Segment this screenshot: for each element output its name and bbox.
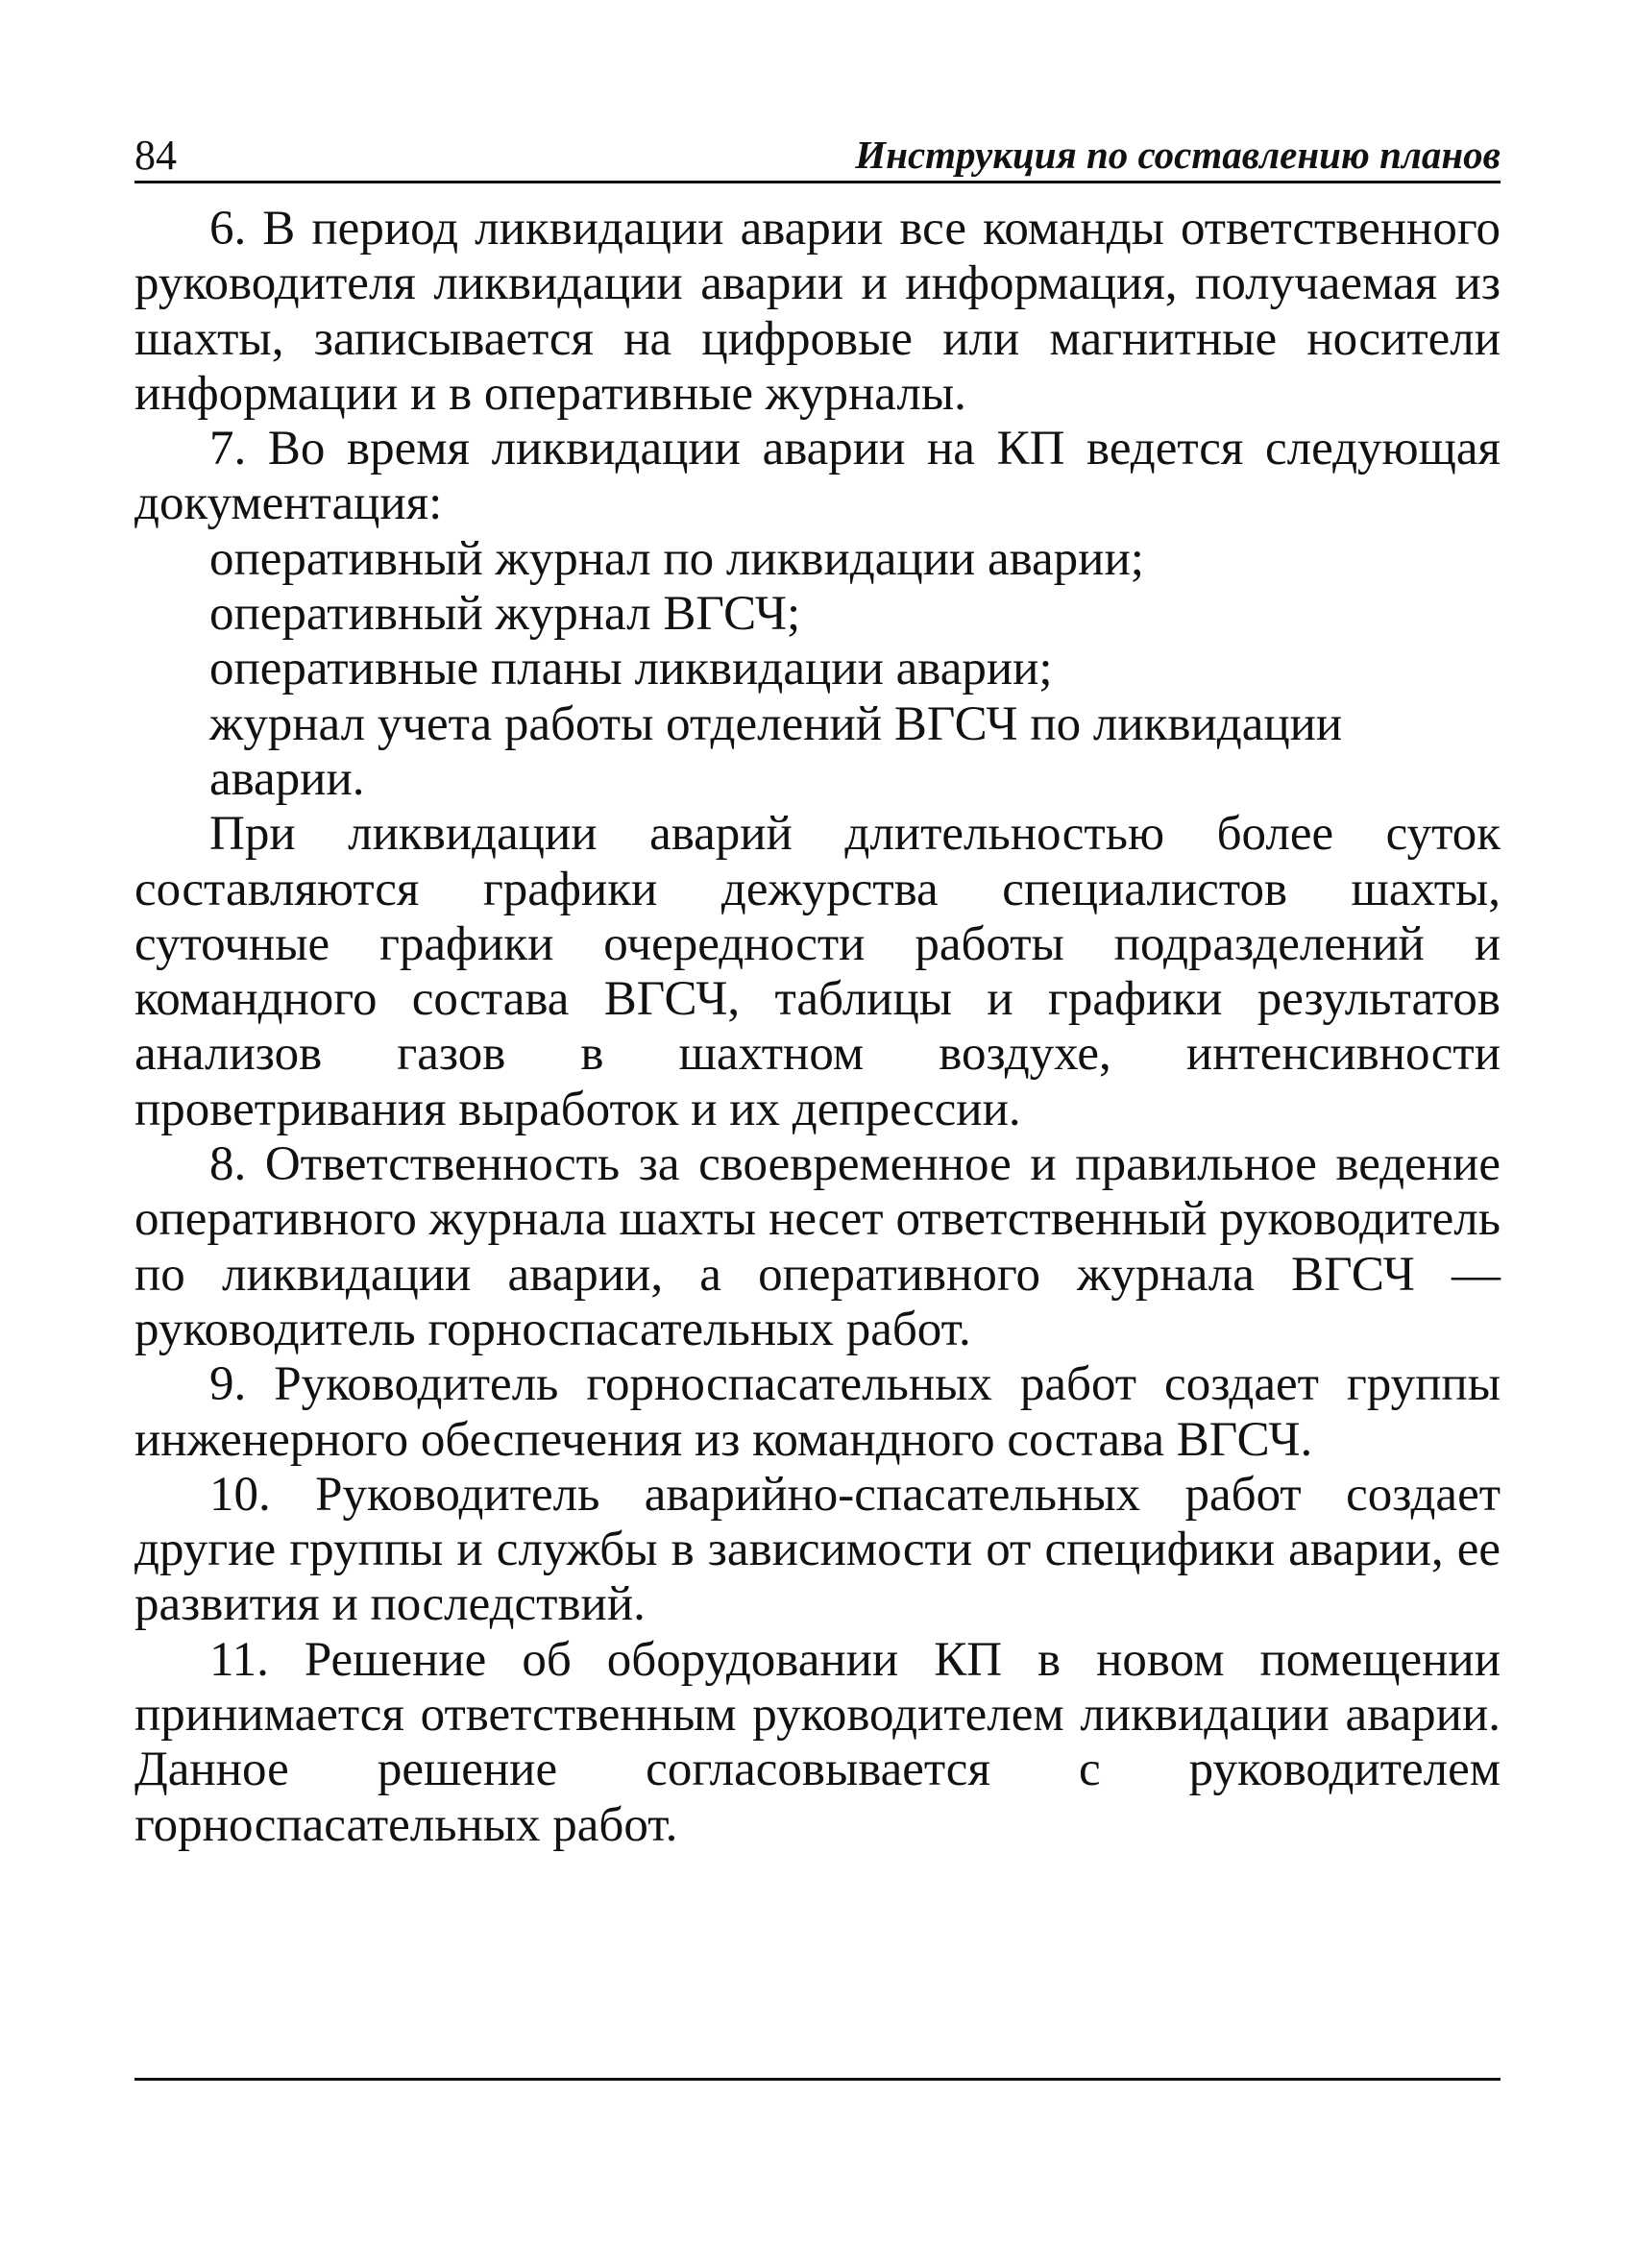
paragraph-item-10: 10. Руководитель аварийно-спасательных работ создает другие группы и службы в зависимости от специфики аварии, ее развития и последствий. bbox=[134, 1467, 1501, 1632]
running-header bbox=[134, 123, 1501, 183]
paragraph-item-11: 11. Решение об оборудовании КП в новом помещении принимается ответственным руководителем ликвидации аварии. Данное решение согласовывается с руководителем горноспасательных работ. bbox=[134, 1632, 1501, 1852]
footer-divider bbox=[134, 2078, 1501, 2081]
paragraph-item-6: 6. В период ликвидации аварии все команды ответственного руководителя ликвидации аварии и информация, получаемая из шахты, записывается на цифровые или магнитные носители информации и в оперативные журналы. bbox=[134, 202, 1501, 421]
list-item: журнал учета работы отделений ВГСЧ по ликвидации аварии. bbox=[209, 696, 1343, 806]
list-item: оперативный журнал ВГСЧ; bbox=[209, 587, 801, 642]
paragraph-long-accidents: При ликвидации аварий длительностью более суток составляются графики дежурства специалистов шахты, суточные графики очередности работы подразделений и командного состава ВГСЧ, таблицы и графики результатов анализов газов в шахтном воздухе, интенсивности проветривания выработок и их депрессии. bbox=[134, 807, 1501, 1136]
body-text bbox=[134, 202, 1501, 1853]
list-item: оперативный журнал по ликвидации аварии; bbox=[209, 531, 1144, 586]
running-title: Инструкция по составлению планов bbox=[855, 133, 1501, 177]
list-item: оперативные планы ликвидации аварии; bbox=[209, 642, 1053, 696]
paragraph-item-9: 9. Руководитель горноспасательных работ создает группы инженерного обеспечения из командного состава ВГСЧ. bbox=[134, 1357, 1501, 1467]
document-page bbox=[134, 0, 1501, 2268]
paragraph-item-8: 8. Ответственность за своевременное и правильное ведение оперативного журнала шахты несет ответственный руководитель по ликвидации аварии, а оперативного журнала ВГСЧ — руководитель горноспасательных работ. bbox=[134, 1137, 1501, 1356]
page-number: 84 bbox=[134, 132, 177, 179]
paragraph-item-7: 7. Во время ликвидации аварии на КП ведется следующая документация: bbox=[134, 422, 1501, 531]
